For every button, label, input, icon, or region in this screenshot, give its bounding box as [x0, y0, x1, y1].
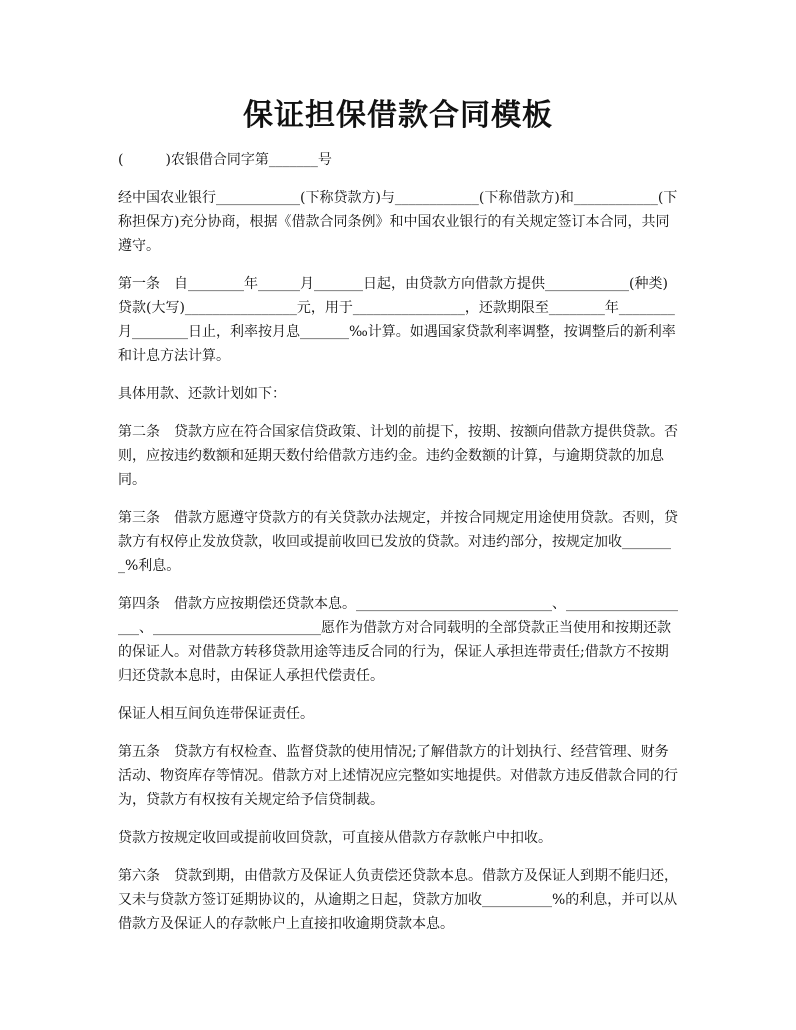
article-4: 第四条 借款方应按期偿还贷款本息。____________________________、___________________、________________________愿作为借款方对合同载明的全部贷款正当使用和按期还款的保证人。对借款方转移贷款用途等违反合同的行为，保证人承担连带责任;借款方不按期归还贷款本息时，由保证人承担代偿责任。: [118, 596, 678, 684]
article-6: 第六条 贷款到期，由借款方及保证人负责偿还贷款本息。借款方及保证人到期不能归还，又未与贷款方签订延期协议的，从逾期之日起，贷款方加收__________%的利息，并可以从借款方及保证人的存款帐户上直接扣收逾期贷款本息。: [118, 868, 678, 932]
article-3: 第三条 借款方愿遵守贷款方的有关贷款办法规定，并按合同规定用途使用贷款。否则，贷款方有权停止发放贷款，收回或提前收回已发放的贷款。对违约部分，按规定加收________%利息。: [118, 510, 678, 574]
guarantor-joint-liability: 保证人相互间负连带保证责任。: [118, 706, 314, 722]
parties-paragraph: 经中国农业银行____________(下称贷款方)与____________(下称借款方)和____________(下称担保方)充分协商，根据《借款合同条例》和中国农业银行的有关规定签订本合同，共同遵守。: [118, 190, 678, 254]
contract-number-line: ( )农银借合同字第_______号: [118, 152, 332, 168]
loan-plan-line: 具体用款、还款计划如下：: [118, 386, 286, 402]
deduction-paragraph: 贷款方按规定收回或提前收回贷款，可直接从借款方存款帐户中扣收。: [118, 830, 552, 846]
article-2: 第二条 贷款方应在符合国家信贷政策、计划的前提下，按期、按额向借款方提供贷款。否则，应按违约数额和延期天数付给借款方违约金。违约金数额的计算，与逾期贷款的加息同。: [118, 424, 678, 488]
document-body: [118, 148, 680, 950]
article-1: 第一条 自________年______月_______日起，由贷款方向借款方提供____________(种类)贷款(大写)________________元，用于________________，还款期限至________年________月________日止，利率按月息_______‰计算。如遇国家贷款利率调整，按调整后的新利率和计息方法计算。: [118, 276, 676, 364]
document-title: 保证担保借款合同模板: [243, 98, 553, 133]
article-5: 第五条 贷款方有权检查、监督贷款的使用情况;了解借款方的计划执行、经营管理、财务活动、物资库存等情况。借款方对上述情况应完整如实地提供。对借款方违反借款合同的行为，贷款方有权按有关规定给予信贷制裁。: [118, 744, 678, 808]
